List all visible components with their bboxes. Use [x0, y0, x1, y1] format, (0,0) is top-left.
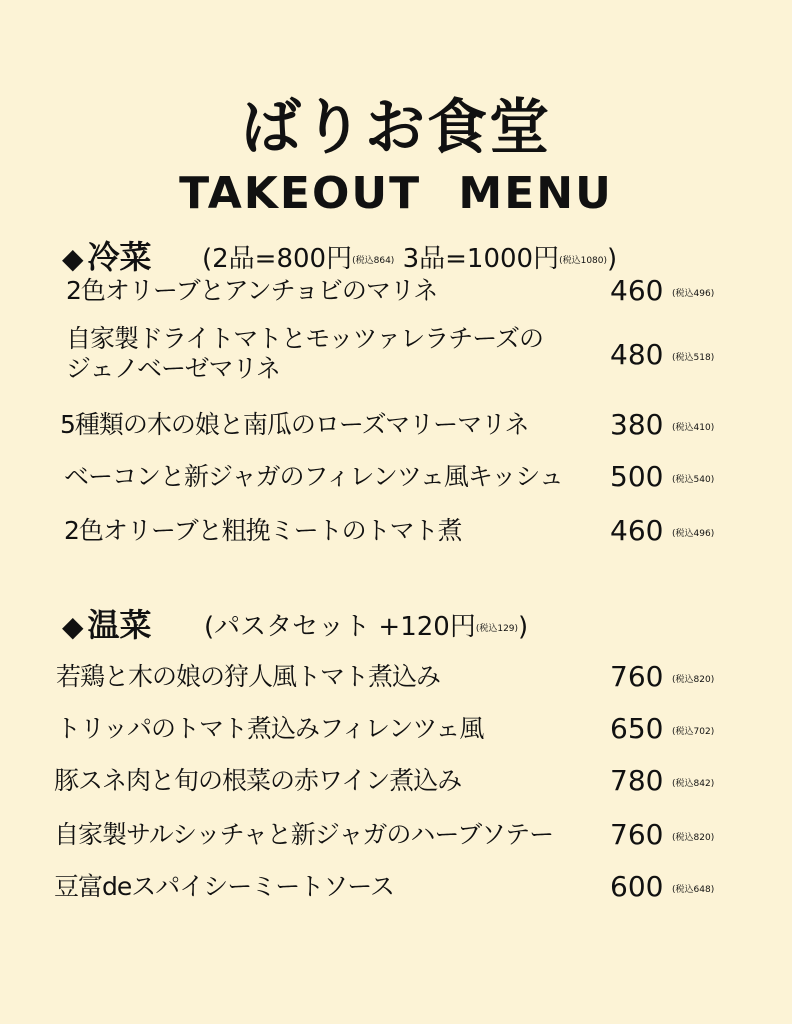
- menu-item-price: 460: [610, 514, 664, 547]
- menu-item-price: 650: [610, 712, 664, 745]
- menu-item-name-line2: ジェノベーゼマリネ: [66, 354, 281, 383]
- menu-item-price: 780: [610, 764, 664, 797]
- note-close: ): [518, 612, 529, 642]
- menu-item-price: 760: [610, 660, 664, 693]
- menu-item-price: 600: [610, 870, 664, 903]
- set-price-3-tax: (税込1080): [559, 256, 608, 266]
- diamond-icon: ◆: [62, 242, 84, 275]
- menu-item-tax: (税込820): [672, 675, 715, 685]
- menu-item-price: 480: [610, 338, 664, 371]
- pasta-set-price: (パスタセット +120円: [204, 612, 476, 642]
- section-name: 冷菜: [87, 238, 152, 276]
- menu-subtitle: TAKEOUT MENU: [179, 168, 613, 219]
- set-price-2-tax: (税込864): [352, 256, 395, 266]
- menu-item-name: トリッパのトマト煮込みフィレンツェ風: [56, 714, 484, 743]
- menu-item-tax: (税込540): [672, 475, 715, 485]
- menu-item-price: 500: [610, 460, 664, 493]
- section-note-hot: [204, 606, 528, 643]
- set-price-3: 3品=1000円: [402, 244, 560, 274]
- menu-item-name: 5種類の木の娘と南瓜のローズマリーマリネ: [60, 410, 529, 439]
- menu-item-tax: (税込820): [672, 833, 715, 843]
- menu-item-name: 自家製ドライトマトとモッツァレラチーズの: [66, 324, 544, 353]
- diamond-icon: ◆: [62, 610, 84, 643]
- menu-item-tax: (税込702): [672, 727, 715, 737]
- menu-item-tax: (税込648): [672, 885, 715, 895]
- pasta-set-tax: (税込129): [475, 624, 519, 634]
- menu-item-name: 2色オリーブと粗挽ミートのトマト煮: [64, 516, 462, 545]
- menu-item-name: 2色オリーブとアンチョビのマリネ: [66, 276, 438, 305]
- menu-item-name: ベーコンと新ジャガのフィレンツェ風キッシュ: [64, 462, 563, 491]
- menu-item-tax: (税込496): [672, 289, 715, 299]
- section-note-cold: [202, 238, 617, 275]
- restaurant-title: ばりお食堂: [241, 93, 551, 163]
- menu-item-price: 760: [610, 818, 664, 851]
- menu-item-price: 460: [610, 274, 664, 307]
- menu-item-tax: (税込496): [672, 529, 715, 539]
- section-heading-hot: [62, 600, 152, 646]
- section-heading-cold: [62, 232, 152, 278]
- menu-item-price: 380: [610, 408, 664, 441]
- section-name: 温菜: [87, 606, 152, 644]
- menu-item-tax: (税込518): [672, 353, 715, 363]
- set-price-2: (2品=800円: [202, 244, 353, 274]
- note-close: ): [607, 244, 618, 274]
- menu-item-name: 自家製サルシッチャと新ジャガのハーブソテー: [54, 820, 554, 849]
- menu-item-name: 豚スネ肉と旬の根菜の赤ワイン煮込み: [54, 766, 462, 795]
- menu-item-name: 若鶏と木の娘の狩人風トマト煮込み: [56, 662, 441, 691]
- menu-item-tax: (税込842): [672, 779, 715, 789]
- menu-item-tax: (税込410): [672, 423, 715, 433]
- menu-item-name: 豆富deスパイシーミートソース: [54, 872, 395, 901]
